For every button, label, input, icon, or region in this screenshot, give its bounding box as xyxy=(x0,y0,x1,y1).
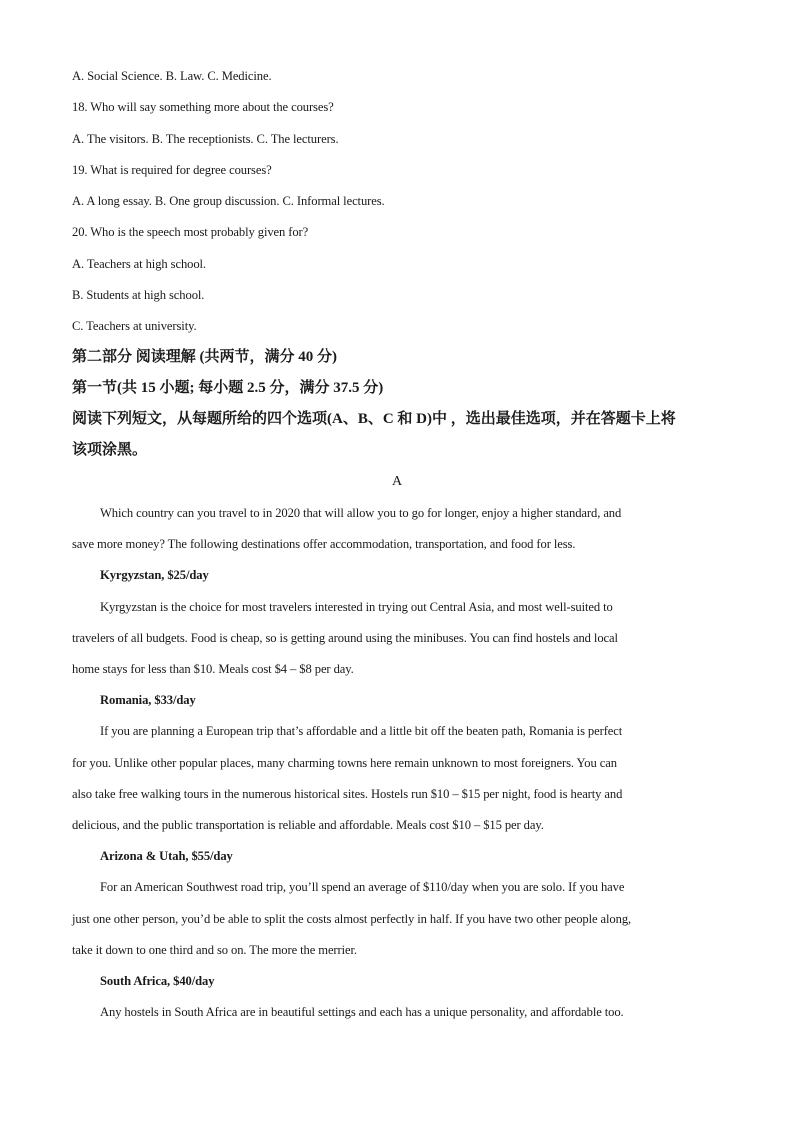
arizona-line-1: For an American Southwest road trip, you’ll spend an average of $110/day when you are solo. If you have xyxy=(100,880,625,894)
q20-option-c: C. Teachers at university. xyxy=(72,319,197,333)
arizona-line-3: take it down to one third and so on. The more the merrier. xyxy=(72,943,357,957)
romania-line-3: also take free walking tours in the numerous historical sites. Hostels run $10 – $15 per night, food is hearty and xyxy=(72,787,623,801)
kyrgyzstan-heading: Kyrgyzstan, $25/day xyxy=(100,568,209,582)
instructions-line-2: 该项涂黑。 xyxy=(72,442,148,458)
romania-line-4: delicious, and the public transportation is reliable and affordable. Meals cost $10 – $15 per day. xyxy=(72,818,544,832)
q19-options: A. A long essay. B. One group discussion. C. Informal lectures. xyxy=(72,194,385,208)
q18-options: A. The visitors. B. The receptionists. C. The lecturers. xyxy=(72,132,339,146)
intro-line-1: Which country can you travel to in 2020 that will allow you to go for longer, enjoy a higher standard, and xyxy=(100,506,622,520)
q19-question: 19. What is required for degree courses? xyxy=(72,163,272,177)
q20-option-b: B. Students at high school. xyxy=(72,288,205,302)
passage-label: A xyxy=(391,474,402,489)
intro-line-2: save more money? The following destinations offer accommodation, transportation, and food for less. xyxy=(72,537,576,551)
section-title: 第一节(共 15 小题; 每小题 2.5 分，满分 37.5 分) xyxy=(72,380,384,396)
romania-heading: Romania, $33/day xyxy=(100,693,196,707)
arizona-line-2: just one other person, you’d be able to split the costs almost perfectly in half. If you have two other people along, xyxy=(72,912,632,926)
romania-line-2: for you. Unlike other popular places, many charming towns here remain unknown to most foreigners. You can xyxy=(72,756,617,770)
kyrgyzstan-line-1: Kyrgyzstan is the choice for most travelers interested in trying out Central Asia, and most well-suited to xyxy=(100,600,613,614)
q20-option-a: A. Teachers at high school. xyxy=(72,257,206,271)
south-africa-heading: South Africa, $40/day xyxy=(100,974,215,988)
romania-line-1: If you are planning a European trip that’s affordable and a little bit off the beaten path, Romania is perfect xyxy=(100,724,623,738)
instructions-line-1: 阅读下列短文，从每题所给的四个选项(A、B、C 和 D)中 ，选出最佳选项，并在答题卡上将 xyxy=(72,411,676,427)
q20-question: 20. Who is the speech most probably given for? xyxy=(72,225,309,239)
kyrgyzstan-line-2: travelers of all budgets. Food is cheap, so is getting around using the minibuses. You can find hostels and local xyxy=(72,631,618,645)
q17-options: A. Social Science. B. Law. C. Medicine. xyxy=(72,69,272,83)
q18-question: 18. Who will say something more about the courses? xyxy=(72,100,334,114)
arizona-heading: Arizona & Utah, $55/day xyxy=(100,849,233,863)
part-title: 第二部分 阅读理解 (共两节，满分 40 分) xyxy=(72,349,337,365)
kyrgyzstan-line-3: home stays for less than $10. Meals cost $4 – $8 per day. xyxy=(72,662,354,676)
south-africa-line-1: Any hostels in South Africa are in beautiful settings and each has a unique personality, and affordable too. xyxy=(100,1005,624,1019)
